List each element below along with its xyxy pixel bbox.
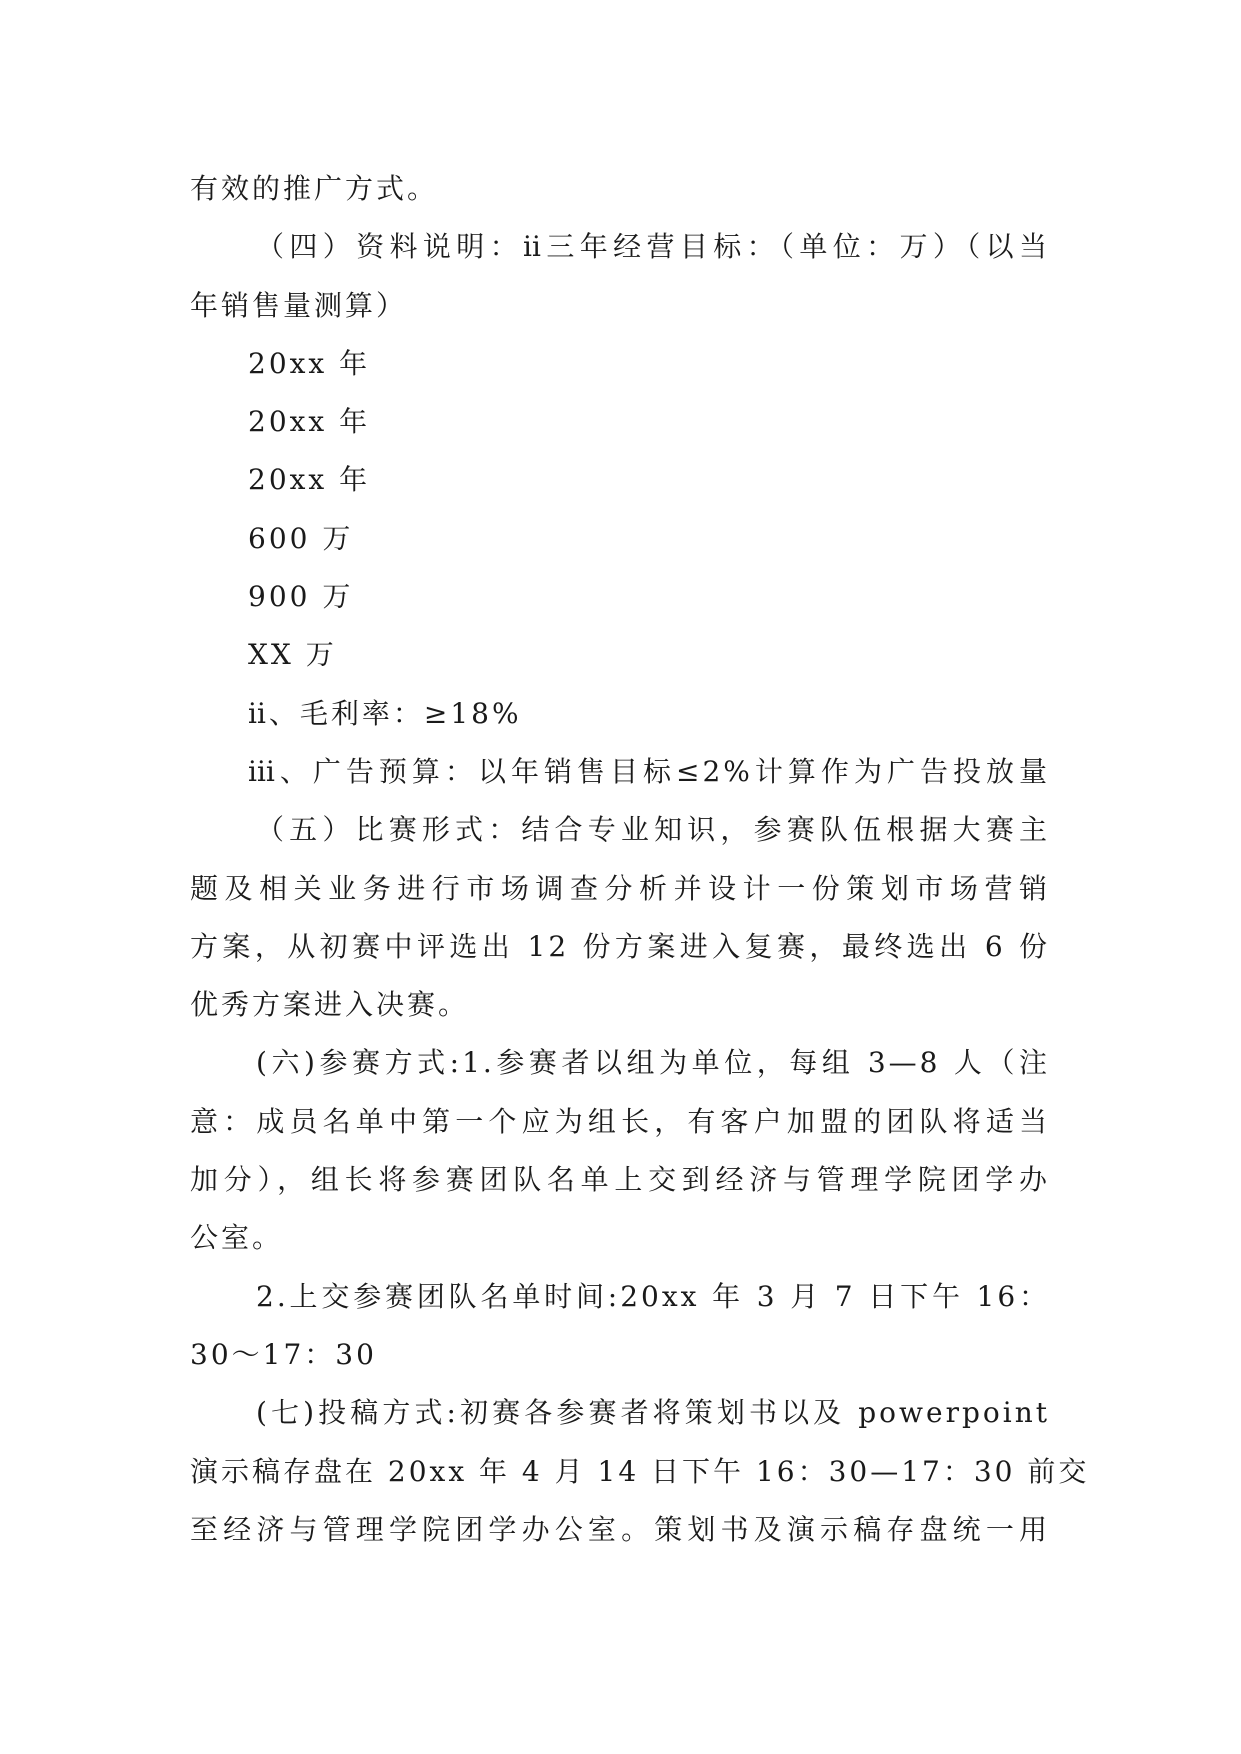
paragraph-line: 优秀方案进入决赛。 [190,988,470,1022]
list-item: ⅲ、广告预算：以年销售目标≤2%计算作为广告投放量 [248,754,1050,788]
list-item: 600 万 [248,521,354,555]
paragraph-line: 30～17：30 [190,1337,377,1371]
list-item: 20xx 年 [248,463,371,497]
paragraph-line: (六)参赛方式:1.参赛者以组为单位，每组 3—8 人（注 [256,1046,1050,1080]
paragraph-line: 题及相关业务进行市场调查分析并设计一份策划市场营销 [190,871,1050,905]
list-item: ⅱ、毛利率：≥18% [248,696,522,730]
list-item: 20xx 年 [248,346,371,380]
paragraph-line: 演示稿存盘在 20xx 年 4 月 14 日下午 16：30—17：30 前交 [190,1454,1090,1488]
paragraph-line: (七)投稿方式:初赛各参赛者将策划书以及 powerpoint [256,1396,1050,1430]
paragraph-line: 方案，从初赛中评选出 12 份方案进入复赛，最终选出 6 份 [190,929,1050,963]
paragraph-line: 公室。 [190,1221,284,1255]
paragraph-line: 2.上交参赛团队名单时间:20xx 年 3 月 7 日下午 16： [256,1279,1050,1313]
list-item: 20xx 年 [248,405,371,439]
paragraph-line: （五）比赛形式：结合专业知识，参赛队伍根据大赛主 [256,813,1050,847]
list-item: 900 万 [248,580,354,614]
paragraph-line: （四）资料说明：ⅱ三年经营目标：（单位：万）（以当 [256,230,1050,264]
paragraph-line: 加分），组长将参赛团队名单上交到经济与管理学院团学办 [190,1163,1050,1197]
list-item: XX 万 [248,638,337,672]
paragraph-line: 意：成员名单中第一个应为组长，有客户加盟的团队将适当 [190,1104,1050,1138]
paragraph-line: 年销售量测算） [190,288,408,322]
paragraph-line: 至经济与管理学院团学办公室。策划书及演示稿存盘统一用 [190,1512,1050,1546]
paragraph-line: 有效的推广方式。 [190,172,439,205]
document-body [190,160,1090,1559]
